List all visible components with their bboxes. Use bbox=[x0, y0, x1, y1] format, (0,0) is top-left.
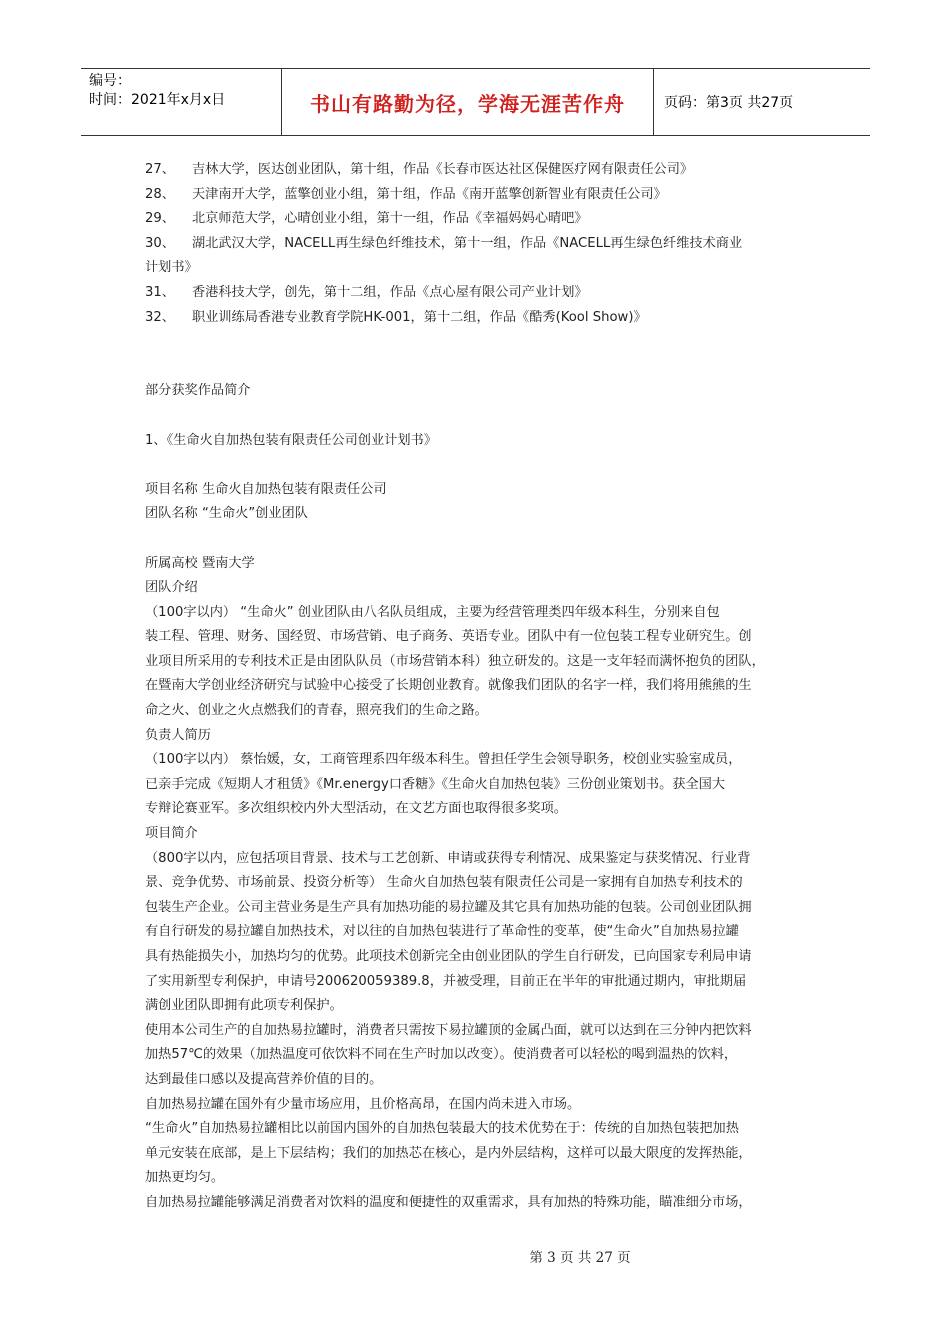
list-item bbox=[145, 281, 813, 306]
project-intro-label: 项目简介 bbox=[145, 826, 198, 842]
paragraph-line: 命之火、创业之火点燃我们的青春，照亮我们的生命之路。 bbox=[145, 703, 488, 719]
list-item-text: 天津南开大学，蓝擎创业小组，第十组，作品《南开蓝擎创新智业有限责任公司》 bbox=[192, 186, 667, 202]
paragraph-line: （800字以内，应包括项目背景、技术与工艺创新、申请或获得专利情况、成果鉴定与获奖情况、行业背 bbox=[145, 850, 751, 866]
project-name: 项目名称 生命火自加热包装有限责任公司 bbox=[145, 481, 387, 497]
team-intro-paragraph bbox=[145, 601, 813, 724]
list-item-text: 吉林大学，医达创业团队，第十组，作品《长春市医达社区保健医疗网有限责任公司》 bbox=[192, 162, 694, 177]
list-item-text: 北京师范大学，心晴创业小组，第十一组，作品《幸福妈妈心晴吧》 bbox=[192, 211, 588, 227]
list-item bbox=[145, 256, 813, 281]
paragraph-line: 加热57℃的效果（加热温度可依饮料不同在生产时加以改变）。使消费者可以轻松的喝到温热的饮料， bbox=[145, 1047, 738, 1063]
list-item bbox=[145, 183, 813, 208]
list-item bbox=[145, 232, 813, 257]
list-item-text: 香港科技大学，创先，第十二组，作品《点心屋有限公司产业计划》 bbox=[192, 284, 588, 300]
paragraph-line: 有自行研发的易拉罐自加热技术，对以往的自加热包装进行了革命性的变革，使“生命火”自加热易拉罐 bbox=[145, 924, 739, 940]
paragraph-line: 使用本公司生产的自加热易拉罐时，消费者只需按下易拉罐顶的金属凸面，就可以达到在三分钟内把饮料 bbox=[145, 1022, 752, 1038]
section-title: 部分获奖作品简介 bbox=[145, 383, 251, 399]
paragraph-line: 了实用新型专利保护，申请号200620059389.8，并被受理，目前正在半年的审批通过期内，审批期届 bbox=[145, 973, 747, 989]
paragraph-line: 业项目所采用的专利技术正是由团队队员（市场营销本科）独立研发的。这是一支年轻而满怀抱负的团队， bbox=[145, 653, 765, 669]
page-header bbox=[81, 68, 870, 136]
paragraph-line: （100字以内） 蔡怡媛，女，工商管理系四年级本科生。曾担任学生会领导职务，校创业实验室成员， bbox=[145, 752, 742, 768]
paragraph-line: （100字以内） “生命火” 创业团队由八名队员组成，主要为经营管理类四年级本科生，分别来自包 bbox=[145, 604, 720, 620]
school: 所属高校 暨南大学 bbox=[145, 555, 255, 571]
award-list bbox=[145, 158, 813, 330]
date-label: 时间：2021年x月x日 bbox=[89, 92, 226, 108]
page-number-label: 页码：第3页 共27页 bbox=[664, 95, 794, 111]
team-name: 团队名称 “生命火”创业团队 bbox=[145, 506, 308, 522]
paragraph-line: 自加热易拉罐在国外有少量市场应用，且价格高昂，在国内尚未进入市场。 bbox=[145, 1096, 581, 1112]
paragraph-line: 单元安装在底部，是上下层结构；我们的加热芯在核心，是内外层结构，这样可以最大限度的发挥热能， bbox=[145, 1145, 752, 1161]
list-item bbox=[145, 158, 813, 183]
paragraph-line: “生命火”自加热易拉罐相比以前国内国外的自加热包装最大的技术优势在于：传统的自加热包装把加热 bbox=[145, 1121, 739, 1137]
list-item bbox=[145, 207, 813, 232]
header-motto: 书山有路勤为径，学海无涯苦作舟 bbox=[310, 91, 625, 116]
paragraph-line: 景、竞争优势、市场前景、投资分析等） 生命火自加热包装有限责任公司是一家拥有自加热专利技术的 bbox=[145, 875, 743, 891]
serial-label: 编号： bbox=[89, 73, 131, 89]
leader-paragraph bbox=[145, 748, 813, 822]
paragraph-line: 加热更均匀。 bbox=[145, 1170, 225, 1186]
paragraph-line: 专辩论赛亚军。多次组织校内外大型活动，在文艺方面也取得很多奖项。 bbox=[145, 801, 567, 817]
list-item-text: 计划书》 bbox=[145, 260, 198, 276]
list-item bbox=[145, 306, 813, 331]
page-footer: 第 3 页 共 27 页 bbox=[529, 1250, 631, 1266]
paragraph-line: 装工程、管理、财务、国经贸、市场营销、电子商务、英语专业。团队中有一位包装工程专业研究生。创 bbox=[145, 629, 752, 645]
paragraph-line: 满创业团队即拥有此项专利保护。 bbox=[145, 998, 343, 1014]
list-item-number: 27、 bbox=[145, 162, 175, 177]
list-item-number: 29、 bbox=[145, 211, 175, 227]
list-item-number: 30、 bbox=[145, 235, 175, 251]
list-item-text: 职业训练局香港专业教育学院HK-001，第十二组，作品《酷秀(Kool Show)》 bbox=[192, 309, 647, 325]
list-item-number: 28、 bbox=[145, 186, 175, 202]
list-item-number: 31、 bbox=[145, 284, 175, 300]
leader-label: 负责人简历 bbox=[145, 727, 211, 743]
paragraph-line: 已亲手完成《短期人才租赁》《Mr.energy口香糖》《生命火自加热包装》三份创业策划书。获全国大 bbox=[145, 776, 726, 792]
paragraph-line: 具有热能损失小，加热均匀的优势。此项技术创新完全由创业团队的学生自行研发，已向国家专利局申请 bbox=[145, 949, 752, 964]
paragraph-line: 在暨南大学创业经济研究与试验中心接受了长期创业教育。就像我们团队的名字一样，我们将用熊熊的生 bbox=[145, 678, 752, 694]
header-page-cell bbox=[654, 69, 870, 135]
list-item-text: 湖北武汉大学，NACELL再生绿色纤维技术，第十一组，作品《NACELL再生绿色纤维技术商业 bbox=[192, 235, 743, 251]
header-meta-cell bbox=[81, 69, 282, 135]
paragraph-line: 自加热易拉罐能够满足消费者对饮料的温度和便捷性的双重需求，具有加热的特殊功能，瞄准细分市场， bbox=[145, 1194, 752, 1210]
paragraph-line: 包装生产企业。公司主营业务是生产具有加热功能的易拉罐及其它具有加热功能的包装。公司创业团队拥 bbox=[145, 899, 752, 915]
list-item-number: 32、 bbox=[145, 309, 175, 325]
header-motto-cell bbox=[282, 69, 654, 135]
team-intro-label: 团队介绍 bbox=[145, 580, 198, 596]
item-title: 1、《生命火自加热包装有限责任公司创业计划书》 bbox=[145, 432, 437, 448]
paragraph-line: 达到最佳口感以及提高营养价值的目的。 bbox=[145, 1071, 383, 1087]
project-intro-paragraph bbox=[145, 847, 813, 1216]
document-body bbox=[145, 158, 813, 1216]
